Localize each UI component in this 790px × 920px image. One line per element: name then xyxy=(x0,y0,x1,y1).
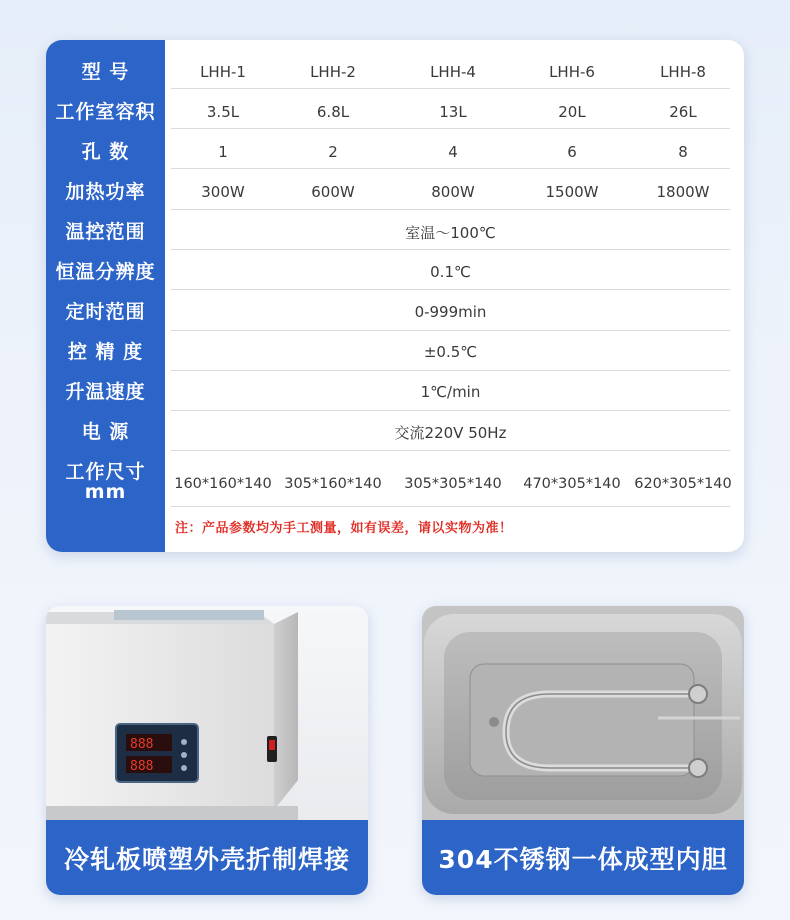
row-label-power-supply: 电 源 xyxy=(81,421,130,443)
table-cell: 800W xyxy=(431,183,475,201)
table-cell: 4 xyxy=(448,143,458,161)
feature-card-housing xyxy=(46,606,368,895)
table-cell: LHH-2 xyxy=(310,63,356,81)
table-cell: LHH-1 xyxy=(200,63,246,81)
table-cell: 305*305*140 xyxy=(404,476,502,492)
table-cell: 600W xyxy=(311,183,355,201)
row-label-temp-range: 温控范围 xyxy=(65,221,146,243)
table-cell: 620*305*140 xyxy=(634,476,732,492)
table-cell-merged: 0-999min xyxy=(414,303,487,321)
table-cell-merged: 室温～100℃ xyxy=(405,223,496,242)
table-cell: 305*160*140 xyxy=(284,476,382,492)
table-cell-merged: 0.1℃ xyxy=(430,263,471,281)
table-cell-merged: 1℃/min xyxy=(420,383,481,401)
row-label-heating-rate: 升温速度 xyxy=(65,381,146,403)
svg-text:888: 888 xyxy=(130,737,154,752)
row-label-holes: 孔 数 xyxy=(81,141,130,163)
table-cell: 26L xyxy=(669,103,697,121)
table-cell: 20L xyxy=(558,103,586,121)
table-cell: 6.8L xyxy=(316,103,350,121)
table-cell: 1500W xyxy=(545,183,599,201)
feature-caption: 冷轧板喷塑外壳折制焊接 xyxy=(46,820,368,895)
table-cell: 160*160*140 xyxy=(174,476,272,492)
stainless-tank-photo xyxy=(422,606,744,820)
row-label-accuracy: 控 精 度 xyxy=(67,341,144,363)
table-cell: 6 xyxy=(567,143,577,161)
table-cell: 3.5L xyxy=(206,103,240,121)
row-label-dimensions: 工作尺寸 mm xyxy=(65,461,146,503)
disclaimer-note: 注：产品参数均为手工测量，如有误差，请以实物为准！ xyxy=(175,521,513,536)
row-label-volume: 工作室容积 xyxy=(55,101,156,123)
feature-caption: 304不锈钢一体成型内胆 xyxy=(422,820,744,895)
table-cell-merged: ±0.5℃ xyxy=(423,343,478,361)
table-cell: LHH-6 xyxy=(549,63,595,81)
row-label-power: 加热功率 xyxy=(65,181,146,203)
svg-text:888: 888 xyxy=(130,759,154,774)
table-cell-merged: 交流220V 50Hz xyxy=(394,423,507,442)
table-cell: 1800W xyxy=(656,183,710,201)
row-label-resolution: 恒温分辨度 xyxy=(55,261,156,283)
table-cell: 13L xyxy=(439,103,467,121)
table-cell: 8 xyxy=(678,143,688,161)
row-label-timer-range: 定时范围 xyxy=(65,301,146,323)
feature-card-tank xyxy=(422,606,744,895)
table-cell: LHH-4 xyxy=(430,63,476,81)
control-panel-photo xyxy=(46,606,368,820)
row-label-model: 型 号 xyxy=(81,61,130,83)
row-divider xyxy=(171,506,730,507)
table-cell: LHH-8 xyxy=(660,63,706,81)
table-cell: 300W xyxy=(201,183,245,201)
table-cell: 470*305*140 xyxy=(523,476,621,492)
table-cell: 1 xyxy=(218,143,228,161)
spec-table-card xyxy=(46,40,744,552)
table-cell: 2 xyxy=(328,143,338,161)
